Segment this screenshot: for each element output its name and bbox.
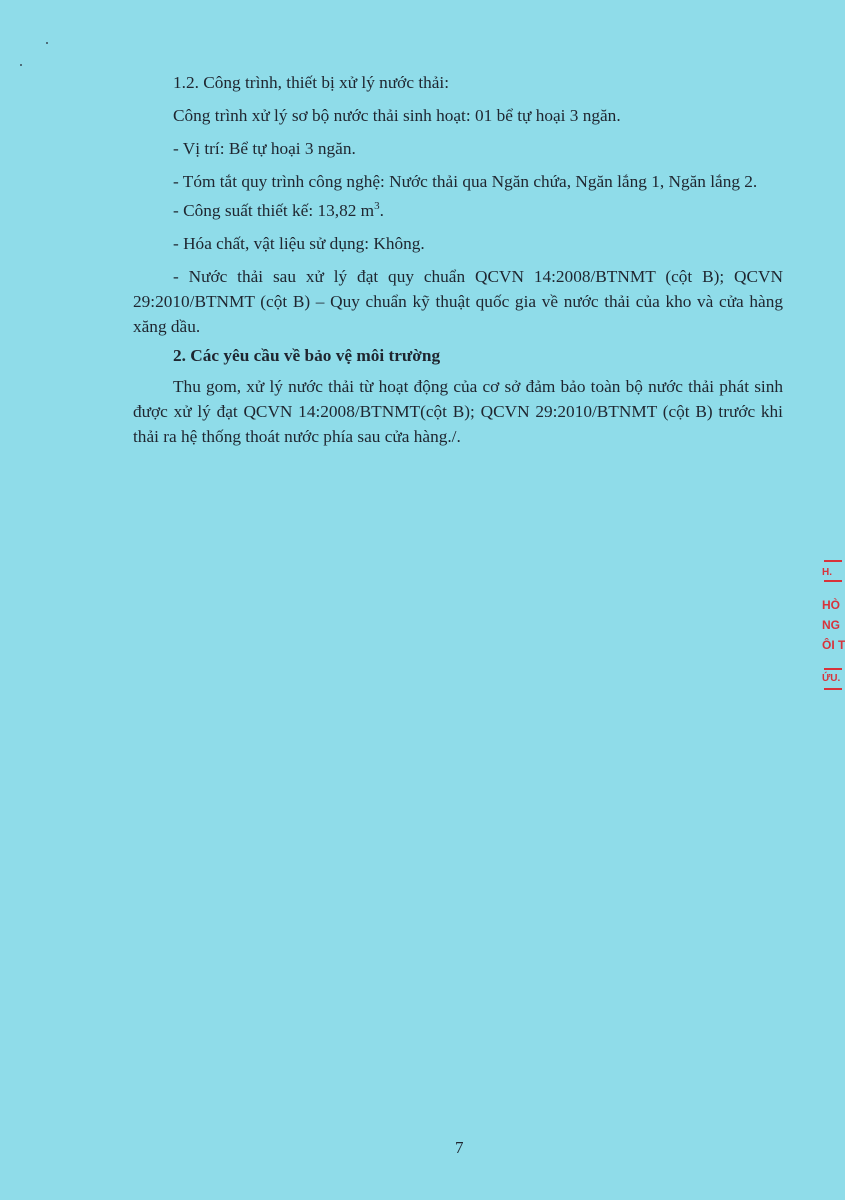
scan-speck <box>20 64 22 66</box>
treatment-facility-line: Công trình xử lý sơ bộ nước thải sinh hoạt: 01 bể tự hoại 3 ngăn. <box>173 106 621 125</box>
stamp-text: ỨU. <box>822 673 841 684</box>
process-summary-line: - Tóm tắt quy trình công nghệ: Nước thải qua Ngăn chứa, Ngăn lắng 1, Ngăn lắng 2. <box>173 172 758 191</box>
chemicals-line: - Hóa chất, vật liệu sử dụng: Không. <box>173 234 425 253</box>
stamp-text: HÒ <box>822 598 840 612</box>
document-body <box>133 70 783 457</box>
capacity-suffix: . <box>379 201 384 220</box>
capacity-unit-superscript: 3 <box>374 200 380 213</box>
capacity-line <box>133 198 783 223</box>
section-1-2-heading: 1.2. Công trình, thiết bị xử lý nước thải: <box>173 73 450 92</box>
scan-speck <box>46 42 48 44</box>
stamp-text: NG <box>822 618 840 632</box>
stamp-rule <box>824 580 842 582</box>
section-2-body: Thu gom, xử lý nước thải từ hoạt động của cơ sở đảm bảo toàn bộ nước thải phát sinh được xử lý đạt QCVN 14:2008/BTNMT(cột B); QCVN 29:2010/BTNMT (cột B) trước khi thải ra hệ thống thoát nước phía sau cửa hàng./. <box>133 377 783 446</box>
stamp-rule <box>824 688 842 690</box>
capacity-text: - Công suất thiết kế: 13,82 m <box>173 201 375 220</box>
stamp-rule <box>824 560 842 562</box>
standard-compliance-line: - Nước thải sau xử lý đạt quy chuẩn QCVN 14:2008/BTNMT (cột B); QCVN 29:2010/BTNMT (cột B) – Quy chuẩn kỹ thuật quốc gia về nước thải của kho và cửa hàng xăng dầu. <box>133 267 783 336</box>
section-2-heading: 2. Các yêu cầu về bảo vệ môi trường <box>173 346 441 365</box>
stamp-text: ÔI T <box>822 638 845 652</box>
page-number: 7 <box>455 1138 464 1157</box>
stamp-text: H. <box>822 567 832 578</box>
red-stamp-fragment <box>818 552 845 712</box>
location-line: - Vị trí: Bể tự hoại 3 ngăn. <box>173 139 356 158</box>
stamp-rule <box>824 668 842 670</box>
